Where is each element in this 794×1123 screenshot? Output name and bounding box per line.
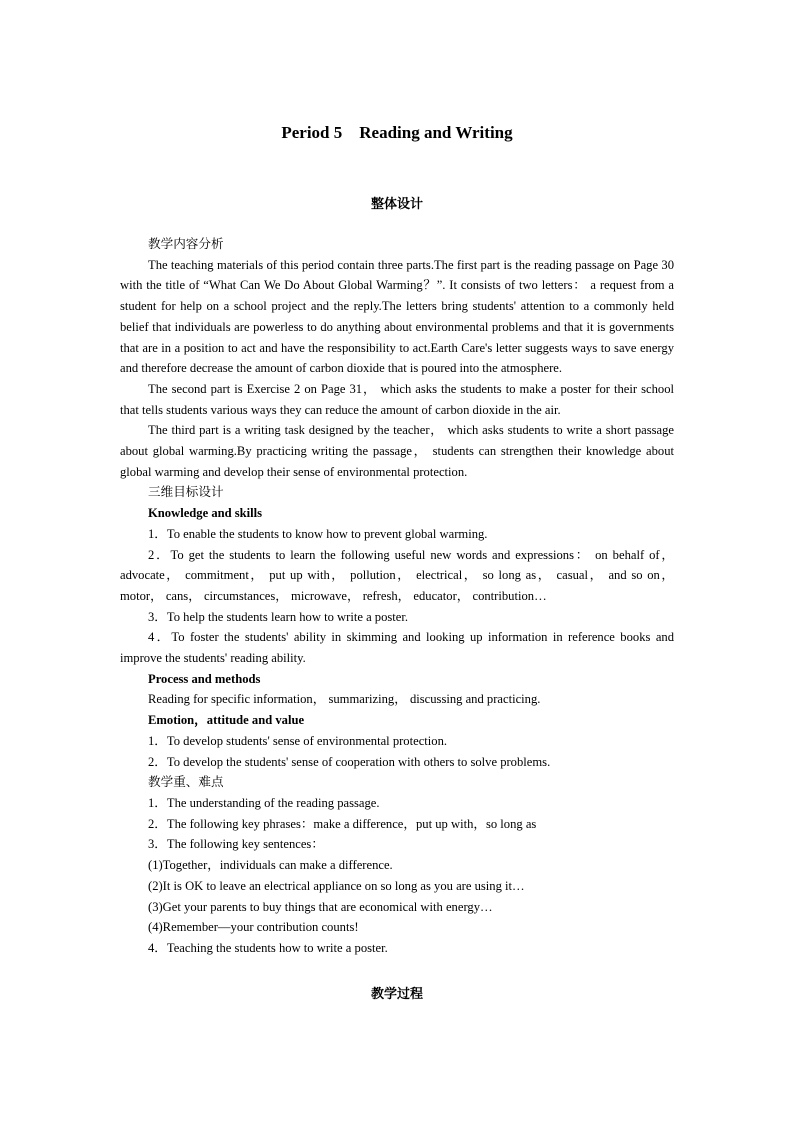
- paragraph-1: The teaching materials of this period contain three parts.The first part is the reading passage on Page 30 with the title of “What Can We Do About Global Warming？”. It consists of two letters： a request from a student for help on a school project and the reply.The letters bring students' attention to a commonly held belief that individuals are powerless to do anything about environmental problems and that it is governments that are in a position to act and have the responsibility to act.Earth Care's letter suggests ways to save energy and therefore decrease the amount of carbon dioxide that is poured into the atmosphere.: [120, 257, 674, 376]
- body-text: [120, 234, 674, 959]
- knowledge-item: 2．To get the students to learn the following useful new words and expressions： on behalf of， advocate， commitment， put up with， pollution， electrical， so long as， casual， and so on， motor， cans， circumstances， microwave， refresh， educator， contribution…: [120, 547, 674, 603]
- analysis-heading: 教学内容分析: [148, 236, 224, 251]
- keypoint-item: (4)Remember—your contribution counts!: [148, 920, 359, 935]
- paragraph-2: The second part is Exercise 2 on Page 31， which asks the students to make a poster for their school that tells students various ways they can reduce the amount of carbon dioxide in the air.: [120, 381, 674, 417]
- keypoint-item: 3．The following key sentences：: [148, 837, 324, 852]
- knowledge-item: 4．To foster the students' ability in skimming and looking up information in reference books and improve the students' reading ability.: [120, 630, 674, 666]
- keypoint-item: (2)It is OK to leave an electrical appliance on so long as you are using it…: [148, 878, 525, 893]
- process-heading: Process and methods: [148, 671, 261, 686]
- section-heading-teaching-process: 教学过程: [370, 987, 423, 1002]
- keypoint-item: 1．The understanding of the reading passage.: [148, 795, 380, 810]
- emotion-item: 1．To develop students' sense of environmental protection.: [148, 733, 448, 748]
- goals-heading: 三维目标设计: [148, 484, 224, 500]
- knowledge-heading: Knowledge and skills: [148, 506, 263, 521]
- knowledge-item: 3．To help the students learn how to write a poster.: [148, 609, 409, 624]
- keypoints-heading: 教学重、难点: [148, 774, 224, 790]
- keypoint-item: 2．The following key phrases：make a difference，put up with，so long as: [148, 816, 537, 831]
- emotion-item: 2．To develop the students' sense of cooperation with others to solve problems.: [148, 754, 551, 769]
- process-text: Reading for specific information， summarizing， discussing and practicing.: [148, 692, 541, 707]
- keypoint-item: (3)Get your parents to buy things that are economical with energy…: [148, 899, 493, 914]
- emotion-heading: Emotion，attitude and value: [148, 713, 305, 728]
- page-title: Period 5 Reading and Writing: [281, 123, 513, 142]
- keypoint-item: 4．Teaching the students how to write a poster.: [148, 940, 388, 955]
- knowledge-item: 1．To enable the students to know how to prevent global warming.: [148, 526, 488, 541]
- paragraph-3: The third part is a writing task designed by the teacher， which asks students to write a short passage about global warming.By practicing writing the passage， students can strengthen their knowledge about global warming and develop their sense of environmental protection.: [120, 423, 674, 479]
- section-heading-overall-design: 整体设计: [370, 197, 423, 212]
- keypoint-item: (1)Together，individuals can make a difference.: [148, 858, 393, 873]
